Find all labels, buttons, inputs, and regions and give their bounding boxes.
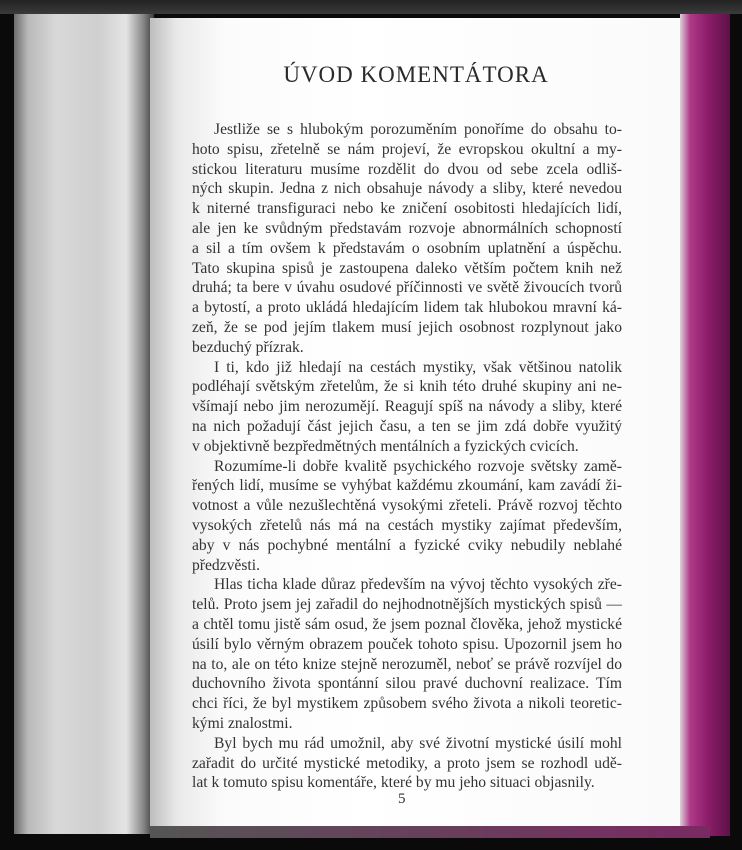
text-line: zeň, že se pod jejím tlakem musí jejich osobnost rozplynout jako xyxy=(192,318,622,336)
left-page xyxy=(14,14,154,834)
paragraph xyxy=(192,734,622,793)
text-line: ných skupin. Jedna z nich obsahuje návody a sliby, které nevedou xyxy=(192,180,622,198)
text-line: a chtěl tomu jistě sám osud, že jsem poznal člověka, jehož mystické xyxy=(192,615,622,633)
text-line: a bytostí, a proto ukládá hledajícím lidem tak hlubokou mravní ká- xyxy=(192,299,622,317)
text-line: aby v nás pochybné mentální a fyzické cviky nebudily neblahé xyxy=(192,536,622,554)
text-line: podléhají světským zřetelům, že si knih této druhé skupiny ani ne- xyxy=(192,378,622,396)
text-line: Byl bych mu rád umožnil, aby své životní mystické úsilí mohl xyxy=(214,734,622,752)
chapter-title: ÚVOD KOMENTÁTORA xyxy=(283,62,549,87)
text-line: chci říci, že byl mystikem způsobem svého života a nikoli teoretic- xyxy=(192,695,622,713)
text-line: vysokých zřetelů nás má na cestách mystiky zajímat především, xyxy=(192,516,622,534)
book-bottom-edge xyxy=(150,826,710,838)
text-line: I ti, kdo již hledají na cestách mystiky, však většinou natolik xyxy=(214,358,622,376)
body-text xyxy=(192,120,622,793)
text-line: stickou literaturu musíme rozdělit do dvou od sebe zcela odliš- xyxy=(192,160,622,178)
text-line: k niterné transfiguraci nebo ke zničení osobitosti hledajících lidí, xyxy=(192,200,622,218)
text-line: duchovního života spontánní silou pravé duchovní realizace. Tím xyxy=(192,675,622,693)
page-number: 5 xyxy=(398,791,406,807)
paragraph xyxy=(192,120,622,358)
text-line: lat k tomuto spisu komentáře, které by mu jeho situaci objasnily. xyxy=(192,774,595,792)
text-line: Tato skupina spisů je zastoupena daleko větším počtem knih než xyxy=(192,259,622,277)
text-line: a sil a tím ovšem k představám o osobním uplatnění a úspěchu. xyxy=(192,239,622,257)
text-line: druhá; ta bere v úvahu osudové příčinnosti ve světě živoucích tvorů xyxy=(192,279,622,297)
book-cover-edge xyxy=(680,14,730,836)
text-line: Jestliže se s hlubokým porozuměním ponoříme do obsahu to- xyxy=(214,121,622,138)
text-line: na nich požadují část jejich času, a ten se jim zdá dobře využitý xyxy=(192,417,622,435)
text-line: Hlas ticha klade důraz především na vývoj těchto vysokých zře- xyxy=(214,576,622,594)
text-line: telů. Proto jsem jej zařadil do nejhodnotnějších mystických spisů — xyxy=(192,596,622,614)
text-line: předzvěsti. xyxy=(192,556,260,574)
text-line: všímají nebo jim nerozumějí. Reagují spíš na návody a sliby, které xyxy=(192,398,622,416)
text-line: zařadit do určité mystické metodiky, a proto jsem se rozhodl udě- xyxy=(192,754,622,772)
text-line: Rozumíme-li dobře kvalitě psychického rozvoje světsky zamě- xyxy=(214,457,622,475)
text-line: bezduchý přízrak. xyxy=(192,338,304,356)
text-line: hoto spisu, zřetelně se nám projeví, že evropskou okultní a my- xyxy=(192,140,622,158)
text-line: votnost a vůle nezušlechtěná vysokými zřeteli. Právě rozvoj těchto xyxy=(192,497,622,515)
text-line: ale jen ke svůdným představám rozvoje abnormálních schopností xyxy=(192,219,622,237)
text-line: řených lidí, musíme se vyhýbat každému zkoumání, kam zavádí ži- xyxy=(192,477,622,495)
book-top-edge xyxy=(0,0,742,14)
paragraph xyxy=(192,358,622,457)
text-line: na to, ale on této knize stejně nerozuměl, neboť se právě rozvíjel do xyxy=(192,655,622,673)
paragraph xyxy=(192,457,622,576)
text-line: v objektivně bezpředmětných mentálních a fyzických cvicích. xyxy=(192,437,579,455)
text-line: úsilí bylo věrným obrazem pouček tohoto spisu. Upozornil jsem ho xyxy=(192,635,622,653)
paragraph xyxy=(192,575,622,733)
text-line: kými znalostmi. xyxy=(192,714,293,732)
